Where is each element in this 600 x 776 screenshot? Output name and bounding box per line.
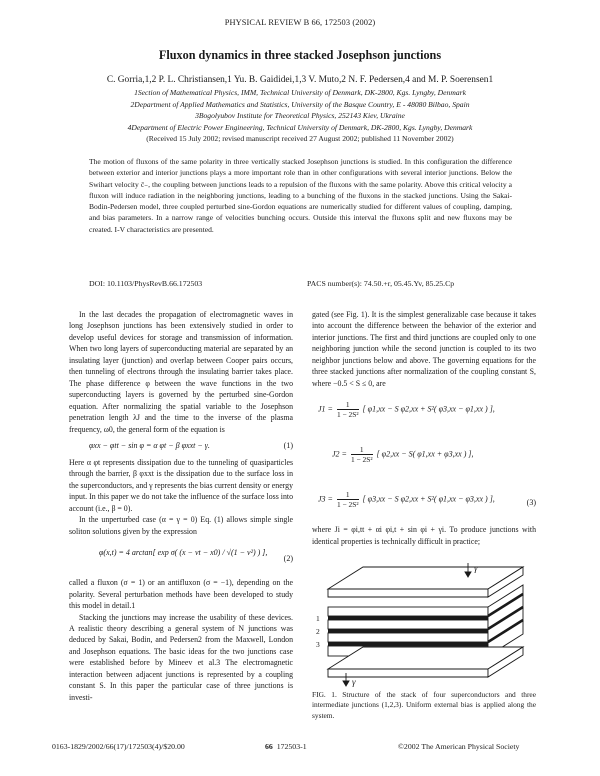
junction-number-3: 3: [316, 640, 320, 649]
bias-label-top: γ: [474, 563, 478, 573]
junction-number-2: 2: [316, 627, 320, 636]
paragraph: called a fluxon (σ = 1) or an antifluxon (σ = −1), depending on the polarity. Several perturbation methods have been developed to study this model in detail.1: [69, 578, 293, 611]
equation-lhs: J3 =: [318, 494, 333, 504]
superconductor-layer-1: [328, 607, 488, 616]
equation-body: φxx − φtt − sin φ = α φt − β φxxt − γ.: [89, 440, 210, 450]
fraction: [337, 490, 359, 509]
equation-lhs: J1 =: [318, 404, 333, 414]
arrow-head-out: [343, 681, 349, 686]
received-dates: (Received 15 July 2002; revised manuscript received 27 August 2002; published 11 November 2002): [146, 134, 454, 144]
right-column: [312, 309, 536, 547]
fraction-numerator: 1: [337, 490, 359, 500]
junction-layer-1: [328, 616, 488, 620]
footer-copyright: ©2002 The American Physical Society: [398, 742, 520, 751]
doi-link[interactable]: DOI: 10.1103/PhysRevB.66.172503: [89, 279, 203, 288]
junction-layer-2: [328, 629, 488, 633]
journal-header: PHYSICAL REVIEW B 66, 172503 (2002): [224, 18, 376, 27]
junction-layer-3: [328, 642, 488, 646]
article-title: Fluxon dynamics in three stacked Josephson junctions: [158, 48, 442, 62]
equation-rhs: [ φ1,xx − S φ2,xx + S²( φ3,xx − φ1,xx ) ],: [362, 404, 495, 414]
fraction-denominator: 1 − 2S²: [336, 410, 359, 420]
equation-3a: [312, 389, 536, 434]
equation-body: [318, 490, 495, 509]
fraction-denominator: 1 − 2S²: [350, 455, 373, 465]
equation-lhs: J2 =: [332, 449, 347, 459]
equation-1: [69, 435, 293, 457]
equation-number: (2): [283, 554, 293, 564]
paragraph: gated (see Fig. 1). It is the simplest generalizable case because it takes into account the difference between the behavior of the exterior and interior junctions. The first and third junctions are coupled only to one neighboring junction while the second junction is coupled to its two neighbor junctions below and above. The governing equations for the three stacked junctions after normalization of the coupling constant S, where −0.5 < S ≤ 0, are: [312, 310, 536, 388]
author-list: C. Gorria,1,2 P. L. Christiansen,1 Yu. B. Gaididei,1,3 V. Muto,2 N. F. Pedersen,4 and M. P. Soerensen1: [106, 75, 494, 85]
top-slab-front: [328, 589, 488, 597]
fraction-numerator: 1: [351, 445, 373, 455]
equation-body: [318, 400, 495, 419]
equation-2: [69, 537, 293, 577]
equation-rhs: [ φ3,xx − S φ2,xx + S²( φ1,xx − φ3,xx ) ],: [362, 494, 495, 504]
equation-3b: [312, 434, 536, 479]
footer-volume: 66: [265, 742, 273, 751]
paragraph: Stacking the junctions may increase the usability of these devices. A realistic theory describing a general system of N junctions was deduced by Sakai, Bodin, and Pedersen2 from the Maxwell, London and Josephson equations. The basic ideas for the two junctions case were established before by Mineev et al.3 The electromagnetic interaction between adjacent junctions is represented by a coupling constant S. In this paper the particular case of three junctions is investi-: [69, 612, 293, 702]
superconductor-layer-3: [328, 633, 488, 642]
equation-body: [332, 445, 473, 464]
equation-body: φ(x,t) = 4 arctan[ exp σ( (x − vt − x0) / √(1 − v²) ) ],: [99, 548, 268, 558]
stack-diagram-svg: [318, 561, 538, 686]
affiliations: [30, 87, 570, 145]
bias-label-bottom: γ: [352, 677, 356, 687]
doi-pacs-row: [89, 279, 512, 288]
pacs-numbers: PACS number(s): 74.50.+r, 05.45.Yv, 85.25.Cp: [307, 279, 455, 288]
left-column: [69, 309, 293, 703]
paragraph: In the unperturbed case (α = γ = 0) Eq. (1) allows simple single soliton solutions given by the expression: [69, 515, 293, 536]
equation-3c: [312, 479, 536, 524]
affiliation-1: 1Section of Mathematical Physics, IMM, Technical University of Denmark, DK-2800, Kgs. Lyngby, Denmark: [134, 88, 466, 97]
abstract: The motion of fluxons of the same polarity in three vertically stacked Josephson junctions is studied. In this configuration the difference between exterior and interior junctions plays a more important role than in other configurations with several interior junctions. Below the Swihart velocity c̄₋, the coupling between junctions leads to a repulsion of the fluxons with the same polarity. Above this critical velocity a fluxon will induce radiation in the neighboring junctions, leading to a bunching of the fluxons in the stacked junctions. Using the Sakai-Bodin-Pedersen model, three coupled perturbed sine-Gordon equations are numerically studied for different values of coupling, damping, and bias parameters. In a narrow range of velocities bunching occurs. Outside this interval the fluxons split and new fluxons may be created. I-V characteristics are presented.: [89, 157, 512, 234]
fraction: [351, 445, 373, 464]
superconductor-layer-2: [328, 620, 488, 629]
bottom-slab-front: [328, 669, 488, 677]
bottom-slab: [328, 647, 523, 677]
equation-rhs: [ φ2,xx − S( φ1,xx + φ3,xx ) ],: [376, 449, 474, 459]
figure-caption: FIG. 1. Structure of the stack of four superconductors and three intermediate junctions (1,2,3). Uniform external bias is applied along the system.: [312, 690, 536, 720]
fraction-numerator: 1: [337, 400, 359, 410]
figure-1-stack-diagram: [318, 561, 538, 686]
footer-page-number: 172503-1: [276, 742, 307, 751]
affiliation-4: 4Department of Electric Power Engineering, Technical University of Denmark, DK-2800, Kgs. Lyngby, Denmark: [127, 122, 473, 132]
affiliation-2: 2Department of Applied Mathematics and Statistics, University of the Basque Country, E - 48080 Bilbao, Spain: [130, 99, 470, 109]
equation-number: (3): [526, 498, 536, 508]
fraction: [337, 400, 359, 419]
paragraph: Here α φt represents dissipation due to the tunneling of quasiparticles through the barrier, β φxxt is the dissipation due to the surface loss in the superconductors, and γ represents the bias current density or energy input. In this paper we do not take the influence of the surface loss into account (i.e., β = 0).: [69, 457, 293, 513]
footer-issn: 0163-1829/2002/66(17)/172503(4)/$20.00: [52, 742, 185, 751]
fraction-denominator: 1 − 2S²: [336, 500, 359, 510]
stack-side-face: [488, 585, 523, 656]
junction-number-1: 1: [316, 614, 320, 623]
paragraph: where Ji = φi,tt + αi φi,t + sin φi + γi. To produce junctions with identical properties is technically difficult in practice;: [312, 525, 536, 546]
paragraph: In the last decades the propagation of electromagnetic waves in long Josephson junctions has been extensively studied in order to develop useful devices for storage and transmission of information. When two long layers of superconducting material are separated by an insulating layer (junction) and overlap between Cooper pairs occurs, then tunneling of electrons through the insulating barrier takes place. The phase difference φ between the wave functions in the two superconducting layers is governed by the perturbed sine-Gordon equation. After normalizing the spatial variable to the Josephson penetration length λJ and the time to the inverse of the plasma frequency, ω0, the general form of the equation is: [69, 310, 293, 434]
affiliation-3: 3Bogolyubov Institute for Theoretical Physics, 252143 Kiev, Ukraine: [195, 111, 405, 121]
equation-number: (1): [283, 440, 293, 450]
footer-page: [265, 742, 307, 751]
